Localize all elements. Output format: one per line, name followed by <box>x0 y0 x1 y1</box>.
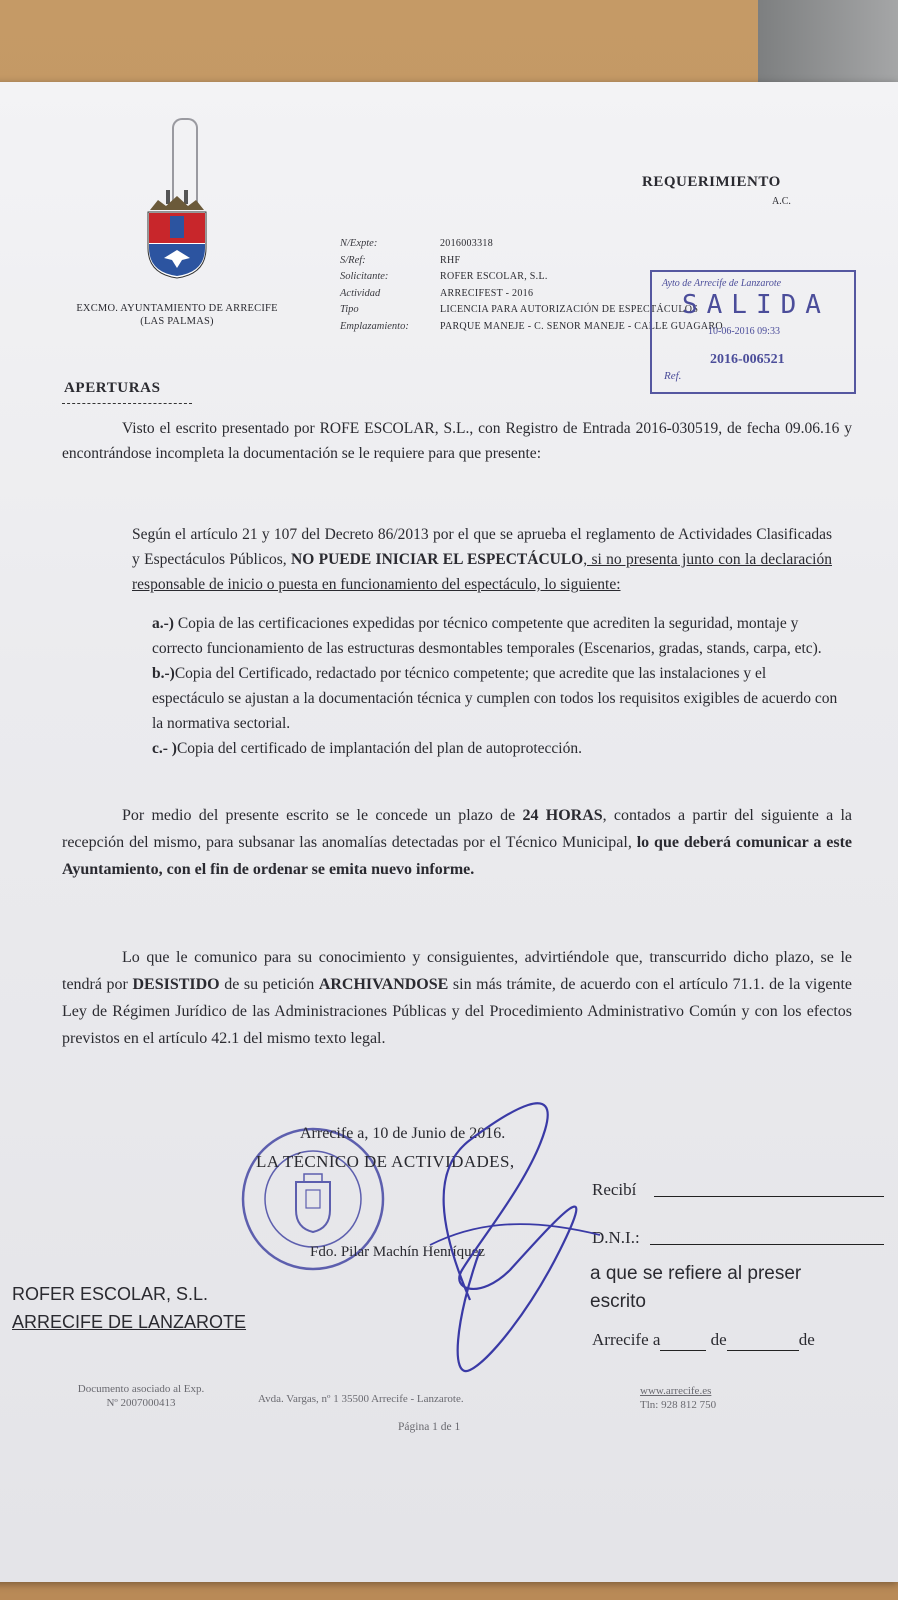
list-item <box>152 736 842 761</box>
footer-contact <box>640 1384 716 1412</box>
deadline-text: Por medio del presente escrito se le concede un plazo de <box>122 807 523 824</box>
notice-text: de su petición <box>219 976 319 993</box>
notice-text: Lo que le comunico para su conocimiento y consiguientes, advirtiéndole que, transcurrido dicho plazo, se le tendrá por <box>62 949 852 993</box>
signatory-name: Fdo. Pilar Machín Henríquez <box>310 1244 485 1260</box>
document-title: REQUERIMIENTO <box>642 174 781 190</box>
stamp-datetime: 10-06-2016 09:33 <box>708 326 780 337</box>
receipt-arrecife: Arrecife a <box>592 1330 661 1349</box>
meta-value: RHF <box>440 254 461 266</box>
blank-day <box>660 1330 706 1351</box>
rule-paragraph <box>132 522 832 597</box>
meta-label: Actividad <box>340 287 381 299</box>
footer-web: www.arrecife.es <box>640 1385 712 1397</box>
footer-doc-line1: Documento asociado al Exp. <box>77 1383 205 1395</box>
document-subtitle: A.C. <box>772 196 791 207</box>
recipient-block <box>12 1280 246 1336</box>
receipt-de: de <box>798 1330 815 1349</box>
stamp-number: 2016-006521 <box>710 352 785 367</box>
intro-paragraph: Visto el escrito presentado por ROFE ESCOLAR, S.L., con Registro de Entrada 2016-030519, de fecha 09.06.16 y encontrándose incompleta la documentación se le requiere para que presente: <box>62 420 852 462</box>
recipient-line2: ARRECIFE DE LANZAROTE <box>12 1312 247 1332</box>
receipt-refiere <box>590 1260 801 1316</box>
receipt-refiere-line2: escrito <box>590 1291 646 1312</box>
item-marker: b.-) <box>152 665 175 682</box>
footer-doc-ref <box>56 1382 226 1410</box>
footer-address: Avda. Vargas, nº 1 35500 Arrecife - Lanzarote. <box>258 1393 464 1405</box>
item-marker: a.-) <box>152 615 174 632</box>
rule-underlined: , si no presenta junto con la declaración responsable de inicio o puesta en funcionamiento del espectáculo, lo siguiente: <box>132 551 832 593</box>
coat-of-arms-icon <box>144 188 210 280</box>
meta-value: ROFER ESCOLAR, S.L. <box>440 271 548 282</box>
notice-text: sin más trámite, de acuerdo con el artículo 71.1. de la vigente Ley de Régimen Jurídico de las Administraciones Públicas y del Procedimiento Administrativo Común y con los efectos previstos en el artículo 42.1 del mismo texto legal. <box>62 976 853 1047</box>
heading-divider <box>62 403 192 404</box>
meta-label: Tipo <box>340 304 359 315</box>
stamp-org: Ayto de Arrecife de Lanzarote <box>662 278 782 289</box>
signature-date: Arrecife a, 10 de Junio de 2016. <box>300 1125 506 1142</box>
meta-value: PARQUE MANEJE - C. SENOR MANEJE - CALLE GUAGARO <box>440 320 723 332</box>
meta-value: ARRECIFEST - 2016 <box>440 287 534 299</box>
receipt-recibi-line <box>654 1196 884 1197</box>
item-text: Copia de las certificaciones expedidas por técnico competente que acrediten la seguridad, montaje y correcto funcionamiento de las estructuras desmontables temporales (Escenarios, gradas, stands, carpa, etc). <box>152 615 822 657</box>
registry-stamp <box>650 270 856 394</box>
notice-bold: DESISTIDO <box>132 976 220 993</box>
deadline-bold: lo que deberá comunicar a este Ayuntamiento, con el fin de ordenar se emita nuevo informe. <box>62 834 852 878</box>
requirements-list <box>152 611 842 761</box>
footer-phone: Tln: 928 812 750 <box>640 1399 717 1411</box>
page-number: Página 1 de 1 <box>398 1421 461 1433</box>
item-text: Copia del Certificado, redactado por técnico competente; que acredite que las instalaciones y el espectáculo se ajustan a la documentación técnica y cumplen con todos los requisitos exigibles de acuerdo con la normativa sectorial. <box>152 665 838 732</box>
meta-label: N/Expte: <box>340 238 378 249</box>
section-heading: APERTURAS <box>64 380 161 396</box>
footer-doc-line2: Nº 2007000413 <box>106 1397 176 1409</box>
list-item <box>152 611 842 661</box>
receipt-dni-label: D.N.I.: <box>592 1228 640 1247</box>
list-item <box>152 661 842 736</box>
rule-text: Según el artículo 21 y 107 del Decreto 86/2013 por el que se aprueba el reglamento de Actividades Clasificadas y Espectáculos Públicos, <box>132 526 832 568</box>
deadline-paragraph <box>62 802 852 883</box>
meta-value: 2016003318 <box>440 238 493 249</box>
meta-row-expte <box>340 236 723 253</box>
signatory-role: LA TÉCNICO DE ACTIVIDADES, <box>256 1152 515 1171</box>
institution-line2: (LAS PALMAS) <box>140 316 214 327</box>
recipient-line1: ROFER ESCOLAR, S.L. <box>12 1284 209 1304</box>
meta-label: Emplazamiento: <box>340 320 409 332</box>
notice-bold: ARCHIVANDOSE <box>318 976 449 993</box>
stamp-type: SALIDA <box>682 290 830 320</box>
receipt-recibi-label: Recibí <box>592 1180 637 1199</box>
deadline-text: , contados a partir del siguiente a la recepción del mismo, para subsanar las anomalías detectadas por el Técnico Municipal, <box>62 807 852 851</box>
notice-paragraph <box>62 944 852 1052</box>
blank-month <box>727 1330 799 1351</box>
institution-line1: EXCMO. AYUNTAMIENTO DE ARRECIFE <box>76 303 278 314</box>
meta-row-ref <box>340 253 723 270</box>
receipt-dni-line <box>650 1244 884 1245</box>
item-text: Copia del certificado de implantación del plan de autoprotección. <box>176 740 582 757</box>
receipt-de: de <box>710 1330 727 1349</box>
meta-label: Solicitante: <box>340 271 389 282</box>
meta-value: LICENCIA PARA AUTORIZACIÓN DE ESPECTÁCULOS <box>440 304 699 315</box>
rule-bold: NO PUEDE INICIAR EL ESPECTÁCULO <box>291 551 584 568</box>
stamp-ref: Ref. <box>664 370 682 382</box>
meta-label: S/Ref: <box>340 254 366 266</box>
receipt-date-line <box>592 1330 815 1351</box>
item-marker: c.- ) <box>152 740 177 757</box>
receipt-refiere-line1: a que se refiere al preser <box>590 1263 802 1284</box>
deadline-bold: 24 HORAS <box>522 807 603 824</box>
institution-name <box>62 302 292 328</box>
